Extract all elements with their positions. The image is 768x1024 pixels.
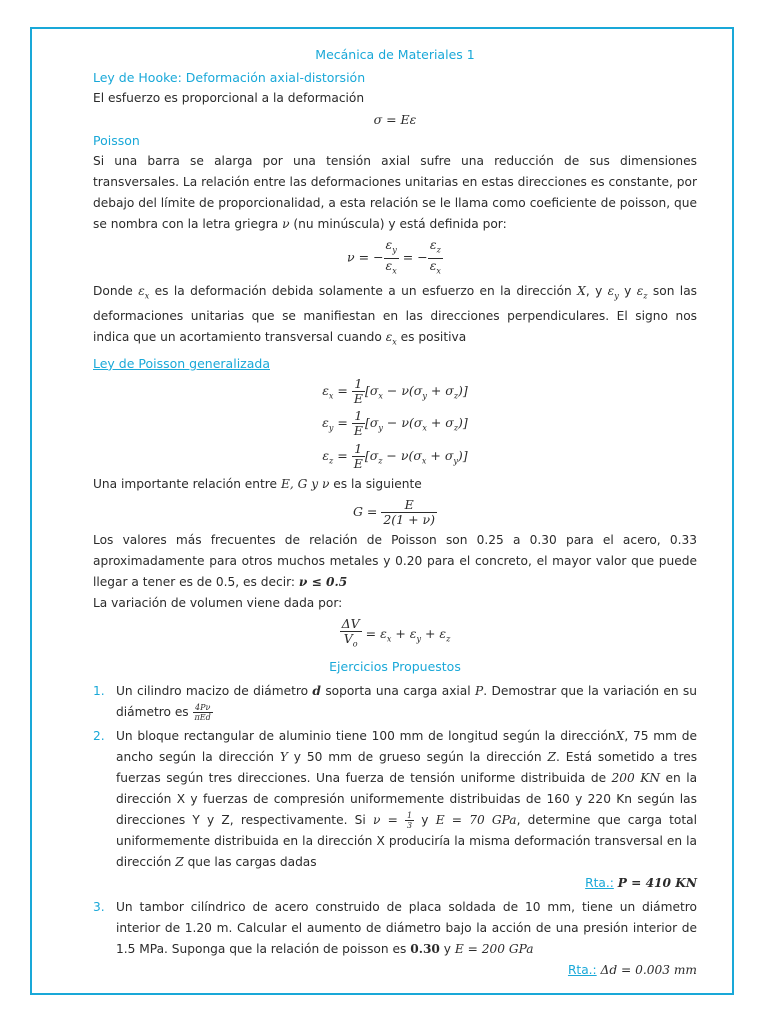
shear-modulus-equation: G = $\frac{E}{2(1 + \nu)}$: [352, 497, 436, 528]
exercises-heading: Ejercicios Propuestos: [329, 658, 461, 674]
answer: Rta.: P = 410 KN: [585, 875, 697, 890]
hooke-heading: Ley de Hooke: Deformación axial-distorsión: [93, 70, 366, 85]
poisson-equation: ν = − $\frac{\varepsilon_y}{\varepsilon_x}$ = − $\frac{\varepsilon_z}{\varepsilon_x}$: [347, 237, 441, 275]
document-body: [93, 44, 697, 984]
exercise-item: 3. Un tambor cilíndrico de acero construido de placa soldada de 10 mm, tiene un diámetro interior de 1.20 m. Calcular el aumento de diámetro bajo la acción de una presión interior de 1.5 MPa. Suponga que la relación de poisson es 0.30 y E = 200 GPa Rta.: Δd = 0.003 mm: [93, 897, 697, 981]
strain-x-equation: $\varepsilon_x$ = $\frac{1}{E}$ $[\sigma_x - \nu(\sigma_y + \sigma_z)]$: [322, 375, 468, 406]
page-title: Mecánica de Materiales 1: [315, 47, 475, 62]
poisson-heading: Poisson: [93, 133, 140, 148]
answer: Rta.: Δd = 0.003 mm: [567, 962, 697, 977]
strain-y-equation: $\varepsilon_y$ = $\frac{1}{E}$ $[\sigma_y - \nu(\sigma_x + \sigma_z)]$: [322, 408, 468, 439]
values-text: Los valores más frecuentes de relación de Poisson son 0.25 a 0.30 para el acero, 0.33 aproximadamente para otros muchos metales y 0.20 para el concreto, el mayor valor que puede llegar a tener es de 0.5, es decir: ν ≤ 0.5: [93, 533, 697, 590]
exercise-list: [93, 681, 697, 981]
exercise-item: 1. Un cilindro macizo de diámetro d soporta una carga axial P. Demostrar que la variación en su diámetro es $\frac{4P\nu}{\text{πEd}}$: [93, 683, 697, 722]
relation-text: Una importante relación entre E, G y ν es la siguiente: [93, 477, 422, 492]
poisson-paragraph: Si una barra se alarga por una tensión axial sufre una reducción de sus dimensiones transversales. La relación entre las deformaciones unitarias en estas direcciones es constante, por debajo del límite de proporcionalidad, a esta relación se le llama como coeficiente de poisson, que se nombra con la letra griegra ν (nu minúscula) y está definida por:: [93, 154, 697, 231]
strain-z-equation: $\varepsilon_z$ = $\frac{1}{E}$ $[\sigma_z - \nu(\sigma_x + \sigma_y)]$: [322, 440, 468, 471]
generalized-heading: Ley de Poisson generalizada: [93, 355, 270, 371]
hooke-equation: σ = Eε: [373, 112, 417, 127]
volume-text: La variación de volumen viene dada por:: [93, 596, 343, 611]
volume-equation: $\frac{\Delta V}{V_o}$ = $\varepsilon_x + \varepsilon_y + \varepsilon_z$: [341, 616, 451, 649]
exercise-item: 2. Un bloque rectangular de aluminio tiene 100 mm de longitud según la direcciónX, 75 mm de ancho según la dirección Y y 50 mm de grueso según la dirección Z. Está sometido a tres fuerzas según tres direcciones. Una fuerza de tensión uniforme distribuida de 200 KN en la dirección X y fuerzas de compresión uniformemente distribuidas de 160 y 220 Kn según las direcciones Y y Z, respectivamente. Si ν = $\frac{1}{3}$ y E = 70 GPa, determine que carga total uniformemente distribuida en la dirección X produciría la misma deformación transversal en la dirección Z que las cargas dadas Rta.: P = 410 KN: [93, 726, 697, 894]
hooke-text: El esfuerzo es proporcional a la deformación: [93, 91, 365, 105]
poisson-explanation: Donde $\varepsilon_x$ es la deformación debida solamente a un esfuerzo en la dirección X, y $\varepsilon_y$ y $\varepsilon_z$ son las deformaciones unitarias que se manifiestan en las direcciones perpendiculares. El signo nos indica que un acortamiento transversal cuando $\varepsilon_x$ es positiva: [93, 284, 698, 347]
